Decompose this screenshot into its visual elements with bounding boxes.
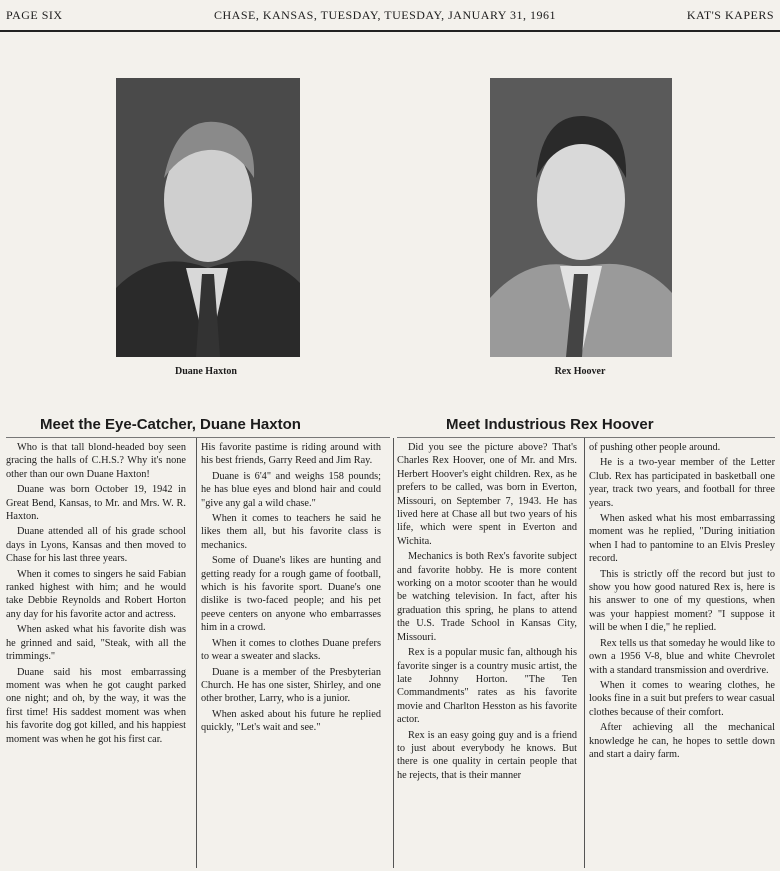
page-number: PAGE SIX [6, 8, 63, 22]
paragraph: When it comes to wearing clothes, he looks fine in a suit but prefers to wear casual clothes because of their comfort. [589, 679, 775, 718]
paragraph: of pushing other people around. [589, 442, 721, 453]
paragraph: After achieving all the mechanical knowledge he can, he hopes to settle down and start a dairy farm. [589, 722, 775, 760]
article-column-3 [397, 441, 577, 784]
paragraph: He is a two-year member of the Letter Club. Rex has participated in basketball one year, track two years, and football for three years. [589, 457, 775, 509]
paragraph: Some of Duane's likes are hunting and getting ready for a rough game of football, which is his favorite sport. Duane's one dislike is two-faced people; and his pet peeve centers on anyone who embarrasses him in a crowd. [201, 555, 381, 634]
paragraph: This is strictly off the record but just to show you how good natured Rex is, here is his answer to one of my questions, when was your happiest moment? "I suppose it will be when I die," he replied. [589, 568, 775, 634]
paragraph: When it comes to clothes Duane prefers to wear a sweater and slacks. [201, 637, 381, 663]
column-divider [196, 438, 197, 868]
article-column-2 [201, 441, 381, 737]
paragraph: Duane said his most embarrassing moment was when he got caught parked one night; and oh, by the way, it was the first time! His saddest moment was when his favorite dog got killed, and his happiest moment was when he got his first car. [6, 666, 186, 745]
rex-hoover-caption: Rex Hoover [554, 366, 606, 377]
section-title: KAT'S KAPERS [686, 8, 774, 22]
paragraph: Did you see the picture above? That's Charles Rex Hoover, one of Mr. and Mrs. Herbert Hoover's eight children. Rex, as he prefers to be called, was born in Everton, Missouri, on September 7, 1943. He has lived here at Chase all but two years of his life, which were spent in Everton and Wichita. [397, 442, 577, 547]
paragraph: Duane attended all of his grade school days in Lyons, Kansas and then moved to Chase for his last three years. [6, 526, 186, 565]
rex-hoover-photo [490, 78, 672, 357]
rex-hoover-headline: Meet Industrious Rex Hoover [446, 416, 654, 433]
paragraph: Rex is a popular music fan, although his favorite singer is a country music artist, the late Johnny Horton. "The Ten Commandments" rates as his favorite movie and Charlton Hesston as his favorite actor. [397, 647, 577, 726]
article-column-4 [589, 441, 775, 763]
duane-haxton-caption: Duane Haxton [175, 366, 237, 377]
masthead [0, 0, 780, 32]
column-divider [584, 438, 585, 868]
article-column-1 [6, 441, 186, 748]
paragraph: When asked about his future he replied quickly, "Let's wait and see." [201, 708, 381, 734]
paragraph: Mechanics is both Rex's favorite subject and favorite hobby. He is more content working on a motor scooter than he would be watching television. In fact, after his graduation this spring, he plans to attend the U.S. Trade School in Kansas City, Missouri. [397, 551, 577, 643]
paragraph: Rex tells us that someday he would like to own a 1956 V-8, blue and white Chevrolet with a standard transmission and overdrive. [589, 637, 775, 676]
left-article-rule [6, 437, 390, 438]
article-divider [393, 438, 394, 868]
paragraph: When asked what his favorite dish was he grinned and said, "Steak, with all the trimmings." [6, 624, 186, 663]
paragraph: Who is that tall blond-headed boy seen gracing the halls of C.H.S.? Why it's none other than our own Duane Haxton! [6, 442, 186, 480]
dateline: CHASE, KANSAS, TUESDAY, TUESDAY, JANUARY 31, 1961 [214, 8, 557, 22]
paragraph: Duane is a member of the Presbyterian Church. He has one sister, Shirley, and one other brother, Larry, who is a junior. [201, 666, 381, 705]
paragraph: Rex is an easy going guy and is a friend to just about everybody he knows. But there is one quality in certain people that he rejects, that is their manner [397, 729, 577, 781]
paragraph: Duane was born October 19, 1942 in Great Bend, Kansas, to Mr. and Mrs. W. R. Haxton. [6, 484, 186, 523]
duane-haxton-headline: Meet the Eye-Catcher, Duane Haxton [40, 416, 301, 433]
right-article-rule [397, 437, 775, 438]
paragraph: When it comes to teachers he said he likes them all, but his favorite class is mechanics. [201, 513, 381, 551]
paragraph: When asked what his most embarrassing moment was he replied, "During initiation when I had to pantomine to an Elvis Presley record. [589, 513, 775, 565]
duane-haxton-photo [116, 78, 300, 357]
paragraph: Duane is 6'4" and weighs 158 pounds; he has blue eyes and blond hair and could "give any gal a wild chase." [201, 470, 381, 509]
paragraph: When it comes to singers he said Fabian ranked highest with him; and he would take Debbie Reynolds and Robert Horton any day for his favorite actor and actress. [6, 568, 186, 620]
paragraph: His favorite pastime is riding around with his best friends, Garry Reed and Jim Ray. [201, 442, 381, 467]
